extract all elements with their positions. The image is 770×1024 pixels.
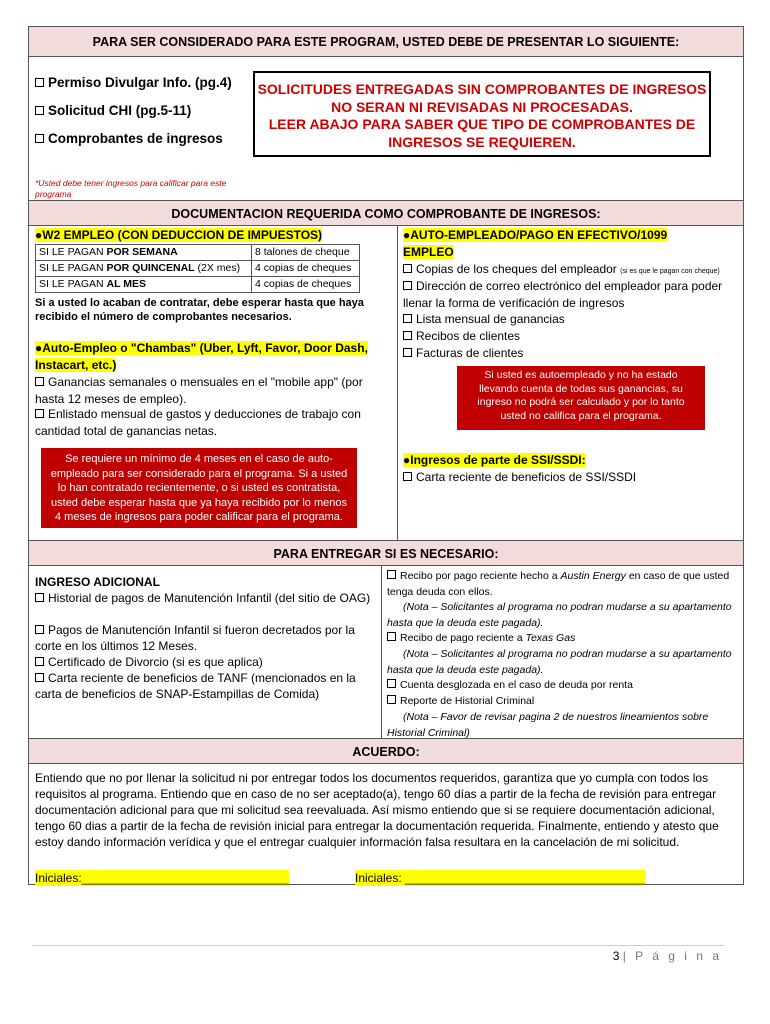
w2-pay-table bbox=[35, 244, 360, 293]
checkbox-icon bbox=[403, 472, 412, 481]
list-item: Cuenta desglozada en el caso de deuda por renta bbox=[387, 678, 739, 694]
checkbox-icon bbox=[35, 657, 44, 666]
checkbox-icon bbox=[403, 281, 412, 290]
criminal-note: (Nota – Favor de revisar pagina 2 de nuestros lineamientos sobre Historial Criminal) bbox=[387, 711, 709, 739]
column-divider bbox=[381, 566, 382, 738]
w2-note: Si a usted lo acaban de contratar, debe esperar hasta que haya recibido el número de comprobantes necesarios. bbox=[35, 297, 364, 323]
footer-divider bbox=[32, 945, 724, 946]
self-employed-warning-box: Si usted es autoempleado y no ha estado llevando cuenta de todas sus ganancias, su ingreso no podrá ser calculado y por lo tanto usted no califica para el programa. bbox=[457, 366, 705, 430]
gig-heading: ●Auto-Empleo o "Chambas" (Uber, Lyft, Favor, Door Dash, Instacart, etc.) bbox=[35, 341, 368, 372]
gig-warning-box: Se requiere un mínimo de 4 meses en el caso de auto-empleado para ser considerado para el programa. Si a usted lo han contratado recientemente, o si usted es contratista, usted debe esperar hasta que ya haya recibido por lo menos 4 meses de ingresos para poder calificar para el programa. bbox=[41, 448, 357, 528]
ssi-heading: ●Ingresos de parte de SSI/SSDI: bbox=[403, 453, 586, 467]
checkbox-icon bbox=[35, 409, 44, 418]
list-item: Carta reciente de beneficios de TANF (mencionados en la carta de beneficios de SNAP-Estampillas de Comida) bbox=[35, 671, 356, 701]
list-item: Reporte de Historial Criminal bbox=[387, 694, 739, 710]
texas-note: (Nota – Solicitantes al programa no podran mudarse a su apartamento hasta que la deuda este pagada). bbox=[387, 648, 732, 676]
self-employed-heading: ●AUTO-EMPLEADO/PAGO EN EFECTIVO/1099 EMPLEO bbox=[403, 228, 668, 259]
agreement-section bbox=[29, 764, 743, 884]
initials-field-2[interactable]: Iniciales: ____________________________________ bbox=[355, 871, 646, 885]
list-item: Ganancias semanales o mensuales en el "mobile app" (por hasta 12 meses de empleo). bbox=[35, 375, 363, 406]
list-item: Copias de los cheques del empleador (si es que le pagan con cheque) bbox=[403, 261, 739, 281]
list-item: Facturas de clientes bbox=[403, 345, 739, 362]
warning-box: SOLICITUDES ENTREGADAS SIN COMPROBANTES DE INGRESOS NO SERAN NI REVISADAS NI PROCESADAS. LEER ABAJO PARA SABER QUE TIPO DE COMPROBANTES DE INGRESOS SE REQUIEREN. bbox=[253, 71, 711, 157]
table-row: SI LE PAGAN AL MES 4 copias de cheques bbox=[36, 277, 360, 293]
page-number: 3 | P á g i n a bbox=[612, 949, 722, 963]
income-note: *Usted debe tener ingresos para calificar para este programa bbox=[35, 178, 227, 199]
checkbox-icon bbox=[403, 348, 412, 357]
checkbox-icon bbox=[387, 695, 396, 704]
checkbox-icon bbox=[35, 673, 44, 682]
if-needed-section bbox=[29, 566, 743, 738]
requirements-section bbox=[29, 57, 743, 200]
list-item: Recibo por pago reciente hecho a Austin Energy en caso de que usted tenga deuda con ellos. bbox=[387, 570, 730, 598]
list-item: Recibos de clientes bbox=[403, 328, 739, 345]
if-needed-heading: PARA ENTREGAR SI ES NECESARIO: bbox=[29, 540, 743, 566]
list-item: Historial de pagos de Manutención Infantil (del sitio de OAG) bbox=[35, 590, 375, 606]
checkbox-icon bbox=[387, 632, 396, 641]
checkbox-icon bbox=[35, 593, 44, 602]
initials-field-1[interactable]: Iniciales:_______________________________ bbox=[35, 871, 289, 885]
checkbox-icon bbox=[35, 625, 44, 634]
list-item: Carta reciente de beneficios de SSI/SSDI bbox=[403, 469, 739, 486]
checkbox-icon bbox=[403, 264, 412, 273]
list-item: Enlistado mensual de gastos y deducciones de trabajo con cantidad total de ganancias netas. bbox=[35, 407, 361, 438]
checkbox-icon bbox=[387, 570, 396, 579]
list-item: Dirección de correo electrónico del empleador para poder llenar la forma de verificación de ingresos bbox=[403, 279, 723, 310]
checklist-item: Solicitud CHI (pg.5-11) bbox=[35, 103, 191, 118]
agreement-heading: ACUERDO: bbox=[29, 738, 743, 764]
document-form bbox=[28, 26, 744, 885]
checklist-item: Permiso Divulgar Info. (pg.4) bbox=[35, 75, 232, 90]
w2-heading: ●W2 EMPLEO (CON DEDUCCION DE IMPUESTOS) bbox=[35, 228, 323, 242]
checkbox-icon bbox=[35, 78, 44, 87]
checklist-item: Comprobantes de ingresos bbox=[35, 131, 223, 146]
list-item: Pagos de Manutención Infantil si fueron decretados por la corte en los últimos 12 Meses. bbox=[35, 623, 355, 653]
page-title: PARA SER CONSIDERADO PARA ESTE PROGRAM, USTED DEBE DE PRESENTAR LO SIGUIENTE: bbox=[29, 27, 743, 57]
table-row: SI LE PAGAN POR SEMANA 8 talones de cheque bbox=[36, 245, 360, 261]
agreement-text: Entiendo que no por llenar la solicitud ni por entregar todos los documentos requeridos, garantiza que yo cumpla con todos los requisitos al programa. Entiendo que en caso de no ser aceptado(a), tengo 60 días a partir de la fecha de revisión para entregar documentación adicional para que mi solicitud sea reevaluada. Así mismo entiendo que si se requiere documentación adicional, tengo 60 dias a partir de la fecha de revisión inicial para entregar la documentación requerida. Finalmente, entiendo y atesto que estoy dando información verídica y que el entregar cualquier información falsa resultara en la cancelación de mi solicitud. bbox=[35, 771, 719, 849]
checkbox-icon bbox=[35, 134, 44, 143]
checkbox-icon bbox=[403, 331, 412, 340]
checkbox-icon bbox=[35, 106, 44, 115]
list-item: Recibo de pago reciente a Texas Gas bbox=[387, 631, 739, 647]
table-row: SI LE PAGAN POR QUINCENAL (2X mes) 4 copias de cheques bbox=[36, 261, 360, 277]
checkbox-icon bbox=[35, 377, 44, 386]
austin-note: (Nota – Solicitantes al programa no podran mudarse a su apartamento hasta que la deuda este pagada). bbox=[387, 601, 732, 629]
list-item: Lista mensual de ganancias bbox=[403, 311, 739, 328]
column-divider bbox=[397, 226, 398, 540]
additional-income-heading: INGRESO ADICIONAL bbox=[35, 575, 160, 589]
documentation-section bbox=[29, 226, 743, 540]
documentation-heading: DOCUMENTACION REQUERIDA COMO COMPROBANTE DE INGRESOS: bbox=[29, 200, 743, 226]
checkbox-icon bbox=[403, 314, 412, 323]
list-item: Certificado de Divorcio (si es que aplica) bbox=[35, 654, 375, 670]
checkbox-icon bbox=[387, 679, 396, 688]
